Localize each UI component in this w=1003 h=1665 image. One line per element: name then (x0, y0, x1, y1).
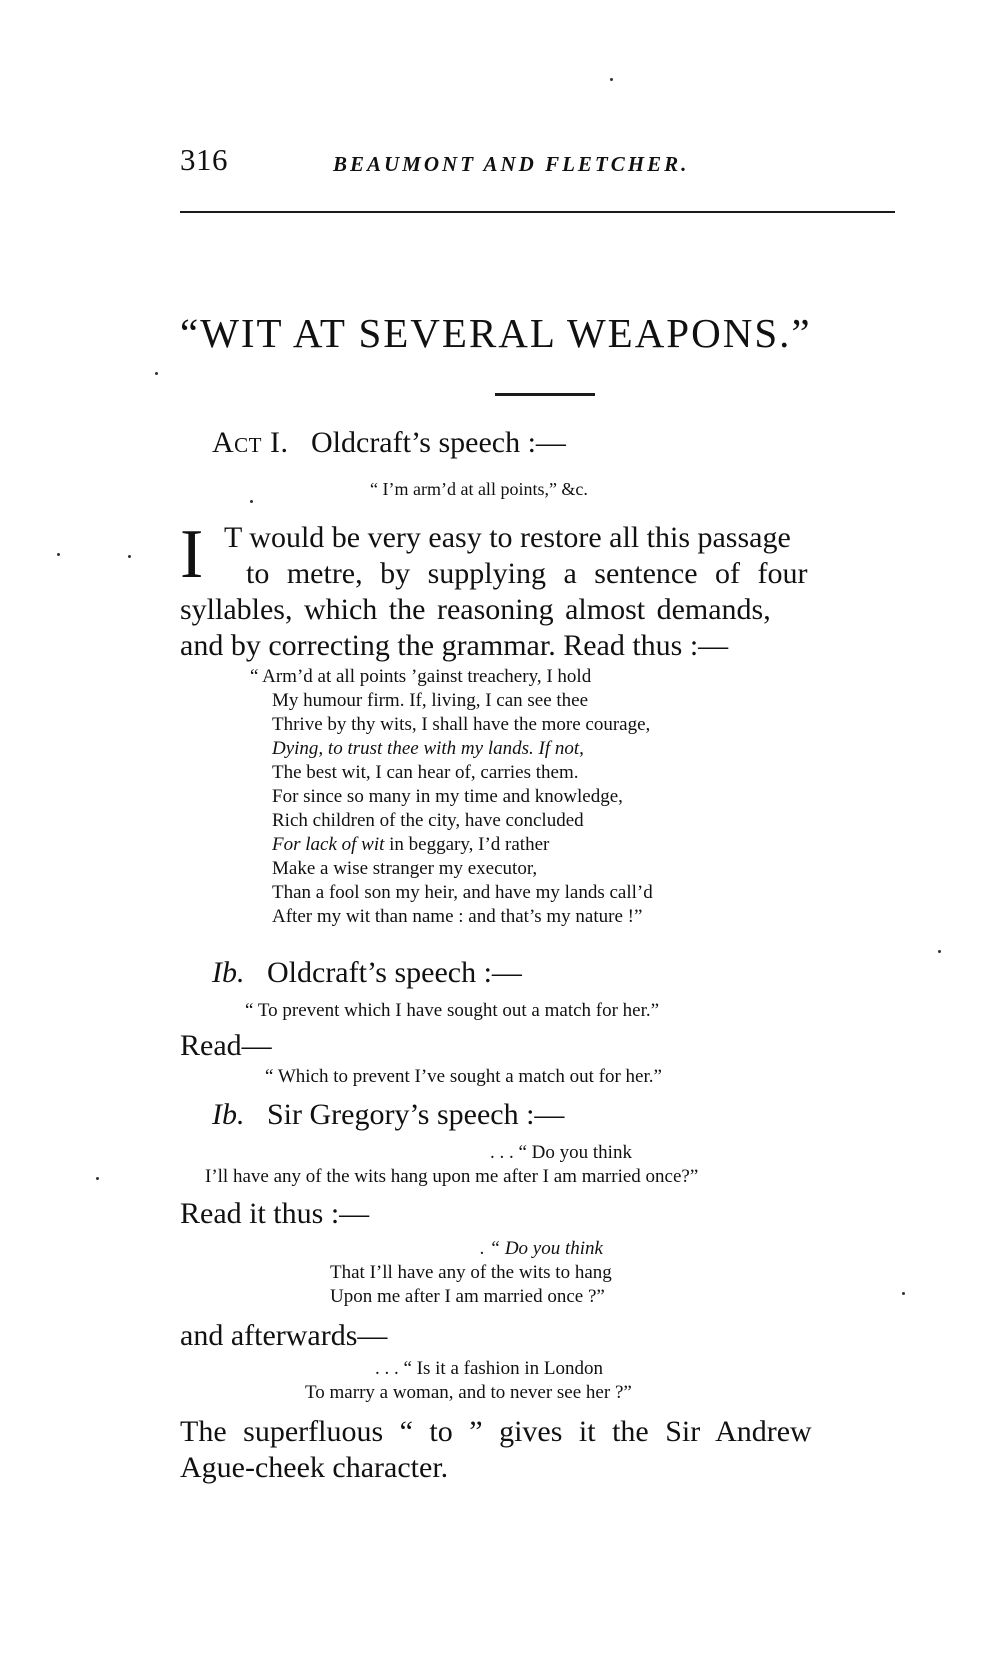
ib2-correction-line-3: Upon me after I am married once ?” (330, 1286, 605, 1307)
paragraph-line-3: syllables, which the reasoning almost demands, (180, 593, 771, 626)
verse-line: “ Arm’d at all points ’gainst treachery, I hold (250, 666, 592, 687)
verse-line: Than a fool son my heir, and have my lands call’d (272, 882, 653, 903)
verse-line: Thrive by thy wits, I shall have the more courage, (272, 714, 651, 735)
ib1-quote: “ To prevent which I have sought out a match for her.” (245, 1000, 660, 1021)
verse-line: For since so many in my time and knowledge, (272, 786, 623, 807)
ib2-quote-line-2: I’ll have any of the wits hang upon me after I am married once?” (205, 1166, 699, 1187)
page-header (180, 143, 900, 185)
afterwards-quote-line-1: . . . “ Is it a fashion in London (375, 1358, 603, 1379)
paragraph-line-1: T would be very easy to restore all this passage (224, 521, 791, 554)
scan-speck (128, 555, 131, 558)
ib-speaker: Sir Gregory’s speech :— (267, 1098, 565, 1131)
afterwards-label: and afterwards— (180, 1319, 388, 1352)
verse-line: Rich children of the city, have concluded (272, 810, 584, 831)
ib2-quote-line-1: . . . “ Do you think (490, 1142, 632, 1163)
act-heading (212, 425, 566, 461)
verse-fragment: in beggary, I’d rather (384, 834, 550, 855)
ib1-correction: “ Which to prevent I’ve sought a match out for her.” (265, 1066, 662, 1087)
ib2-correction-line-1: . “ Do you think (480, 1238, 603, 1259)
verse-line: Dying, to trust thee with my lands. If not, (272, 738, 584, 759)
scan-speck (250, 500, 253, 503)
act-original-quote: “ I’m arm’d at all points,” &c. (370, 479, 588, 499)
verse-block-1 (250, 665, 870, 929)
ib-heading-2 (212, 1097, 564, 1133)
afterwards-quote-line-2: To marry a woman, and to never see her ?” (305, 1382, 632, 1403)
drop-cap: I (180, 516, 204, 593)
scan-speck (96, 1177, 99, 1180)
ib2-correction-line-2: That I’ll have any of the wits to hang (330, 1262, 612, 1283)
scan-speck (57, 553, 60, 556)
ib-heading-1 (212, 955, 522, 991)
ib-label: Ib. (212, 1098, 245, 1131)
verse-line: The best wit, I can hear of, carries them. (272, 762, 579, 783)
scan-speck (610, 78, 613, 81)
ib2-read-label: Read it thus :— (180, 1197, 370, 1230)
ib1-read-label: Read— (180, 1029, 272, 1062)
paragraph-line-2: to metre, by supplying a sentence of four (246, 557, 808, 590)
verse-line: Make a wise stranger my executor, (272, 858, 538, 879)
closing-line-2: Ague-cheek character. (180, 1451, 449, 1484)
verse-line: My humour firm. If, living, I can see thee (272, 690, 589, 711)
act-label: Act I. (212, 426, 289, 459)
act-speaker: Oldcraft’s speech :— (311, 426, 566, 459)
section-title: “WIT AT SEVERAL WEAPONS.” (180, 310, 812, 356)
scan-speck (938, 950, 941, 953)
header-rule (180, 211, 895, 213)
ib-speaker: Oldcraft’s speech :— (267, 956, 522, 989)
title-divider (495, 393, 595, 396)
closing-line-1: The superfluous “ to ” gives it the Sir Andrew (180, 1415, 812, 1448)
ib-label: Ib. (212, 956, 245, 989)
paragraph-line-4: and by correcting the grammar. Read thus :— (180, 629, 729, 662)
verse-line: After my wit than name : and that’s my nature !” (272, 906, 643, 927)
scan-speck (902, 1292, 905, 1295)
verse-line (250, 833, 870, 857)
scan-speck (155, 372, 158, 375)
running-head: BEAUMONT AND FLETCHER. (333, 152, 690, 176)
verse-italic-fragment: For lack of wit (272, 834, 385, 855)
page-number: 316 (180, 142, 228, 177)
